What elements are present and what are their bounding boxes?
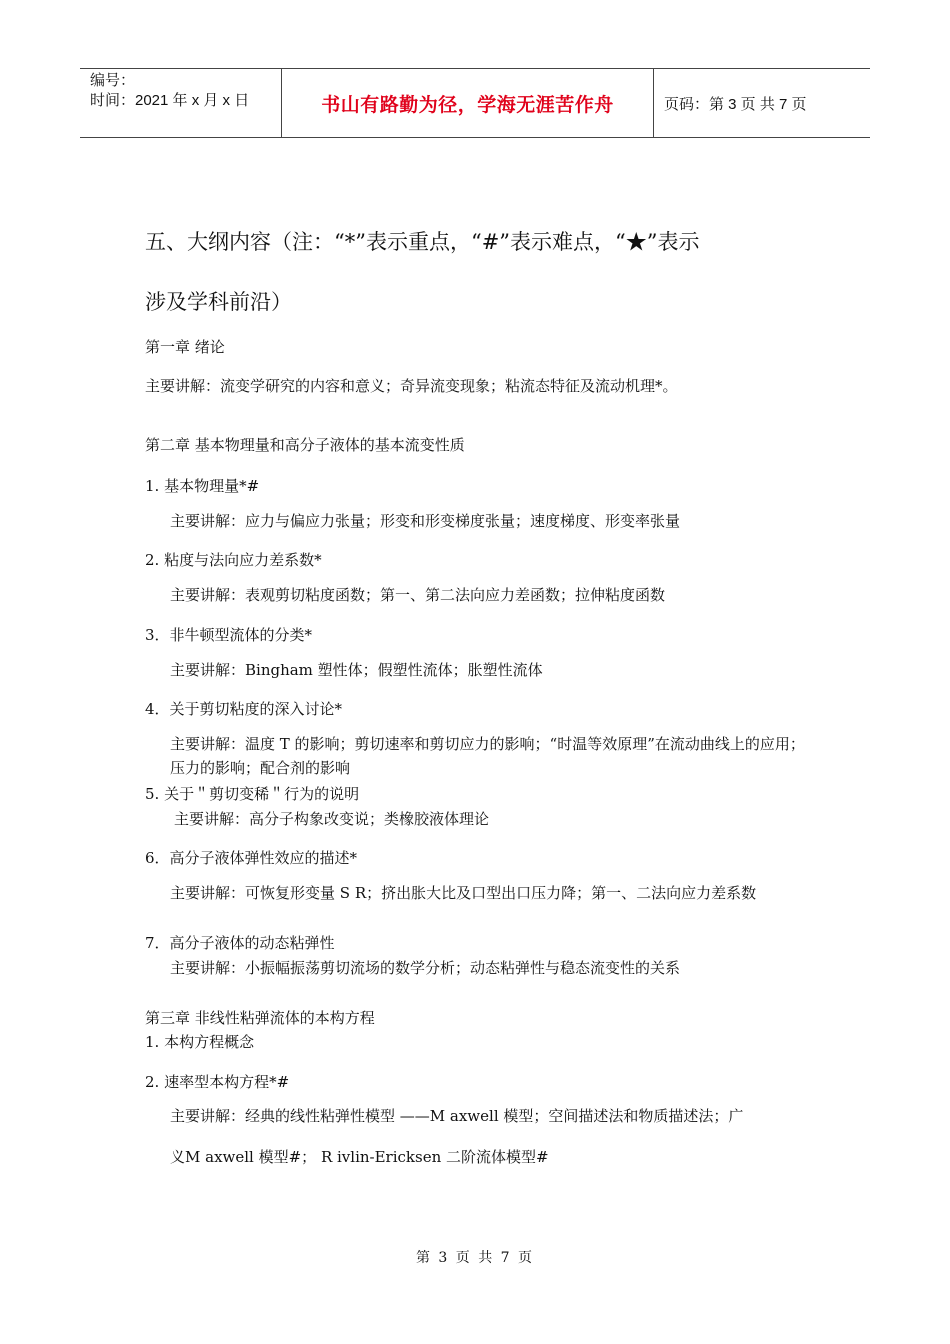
section-2-1-title: 1. 基本物理量*# <box>145 477 260 495</box>
section-2-3-title: 3．非牛顿型流体的分类* <box>145 626 313 644</box>
header-table <box>80 68 870 138</box>
section-2-2-title: 2. 粘度与法向应力差系数* <box>145 551 322 569</box>
section-2-6-desc: 主要讲解：可恢复形变量 S R；挤出胀大比及口型出口压力降；第一、二法向应力差系数 <box>170 884 757 902</box>
section-2-5-desc: 主要讲解：高分子构象改变说；类橡胶液体理论 <box>174 810 490 828</box>
motto-text: 书山有路勤为径，学海无涯苦作舟 <box>321 93 614 116</box>
chapter-3-title: 第三章 非线性粘弹流体的本构方程 <box>145 1009 375 1027</box>
section-2-5-title: 5. 关于＂剪切变稀＂行为的说明 <box>145 785 360 803</box>
section-2-4-title: 4．关于剪切粘度的深入讨论* <box>145 700 343 718</box>
section-2-7-desc: 主要讲解：小振幅振荡剪切流场的数学分析；动态粘弹性与稳态流变性的关系 <box>170 959 681 977</box>
section-2-4-desc: 主要讲解：温度 T 的影响；剪切速率和剪切应力的影响；“时温等效原理”在流动曲线上的应用；压力的影响；配合剂的影响 <box>170 735 805 777</box>
chapter-1-desc: 主要讲解：流变学研究的内容和意义；奇异流变现象；粘流态特征及流动机理*。 <box>145 377 678 395</box>
header-motto <box>282 69 654 137</box>
header-page-info <box>654 69 870 137</box>
section-3-2-desc-line2: 义M axwell 模型#； R ivlin-Ericksen 二阶流体模型# <box>170 1148 549 1166</box>
section-2-1-desc: 主要讲解：应力与偏应力张量；形变和形变梯度张量；速度梯度、形变率张量 <box>170 512 681 530</box>
section-3-2-desc-line1: 主要讲解：经典的线性粘弹性模型 ——M axwell 模型；空间描述法和物质描述法；广 <box>170 1107 744 1125</box>
chapter-2-title: 第二章 基本物理量和高分子液体的基本流变性质 <box>145 436 465 454</box>
section-2-7-title: 7．高分子液体的动态粘弹性 <box>145 934 335 952</box>
chapter-1-title: 第一章 绪论 <box>145 338 225 356</box>
section-2-6-title: 6．高分子液体弹性效应的描述* <box>145 849 358 867</box>
page-footer: 第 3 页 共 7 页 <box>415 1250 535 1266</box>
header-meta <box>80 69 282 137</box>
section-2-3-desc: 主要讲解：Bingham 塑性体；假塑性流体；胀塑性流体 <box>170 661 543 679</box>
page-info-text: 页码：第 3 页 共 7 页 <box>664 95 807 113</box>
section-3-2-title: 2. 速率型本构方程*# <box>145 1073 290 1091</box>
outline-title-line1: 五、大纲内容（注：“*”表示重点，“#”表示难点，“★”表示 <box>145 230 700 254</box>
document-date: 时间：2021 年 x 月 x 日 <box>90 92 250 109</box>
document-number-label: 编号： <box>90 72 136 89</box>
section-3-1-title: 1. 本构方程概念 <box>145 1033 255 1051</box>
outline-title-line2: 涉及学科前沿） <box>145 290 292 314</box>
section-2-2-desc: 主要讲解：表观剪切粘度函数；第一、第二法向应力差函数；拉伸粘度函数 <box>170 586 666 604</box>
